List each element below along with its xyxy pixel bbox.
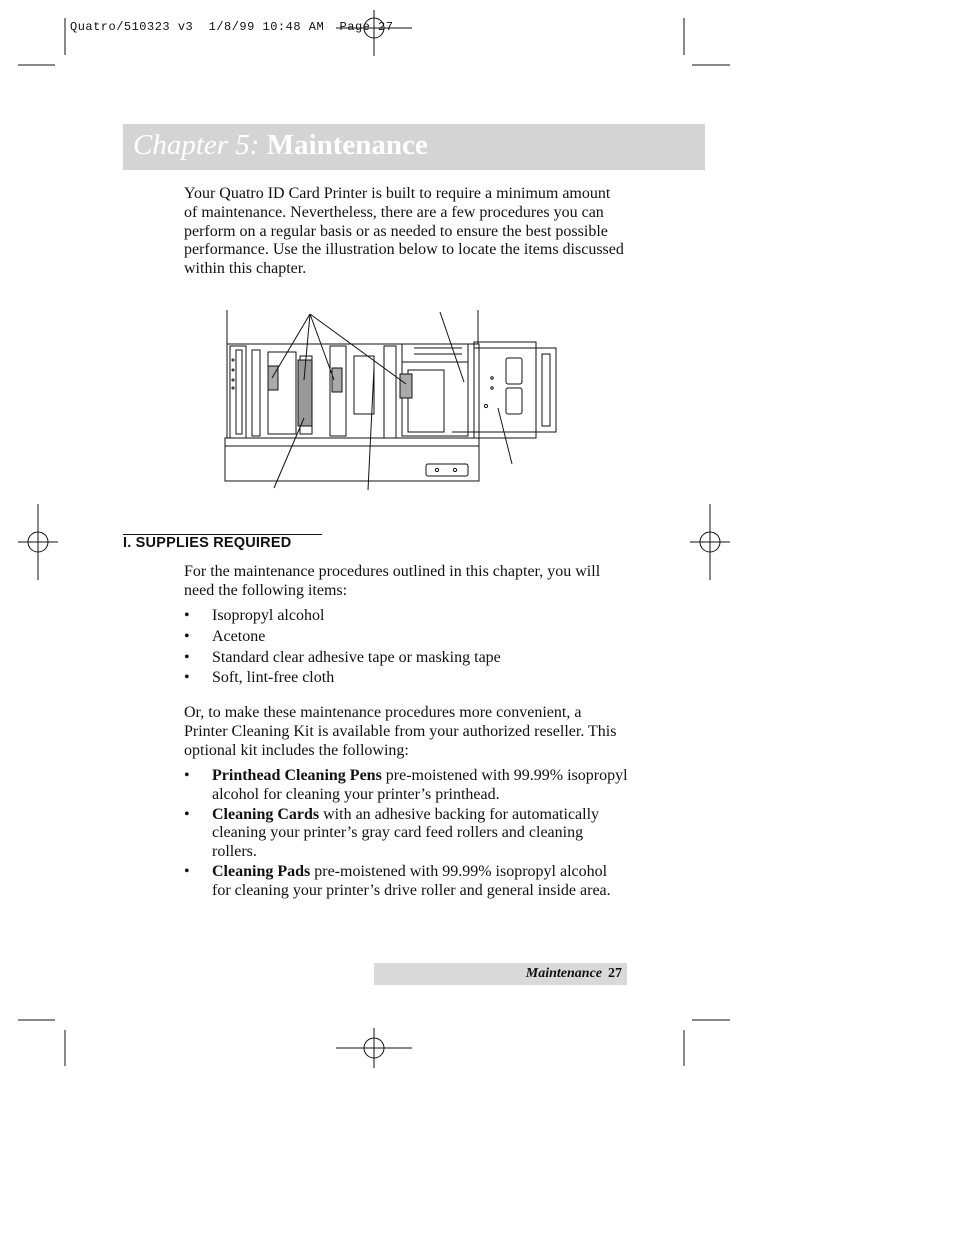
bullet-icon: • — [184, 805, 190, 823]
kit-item-name: Printhead Cleaning Pens — [212, 767, 382, 784]
supply-item-text: Soft, lint-free cloth — [212, 669, 335, 687]
list-item — [184, 628, 624, 647]
printer-illustration — [224, 308, 560, 492]
list-item — [184, 767, 628, 805]
bullet-icon: • — [184, 862, 190, 880]
kit-item-desc: pre-moistened with 99.99% isopropyl alcohol for cleaning your printer’s drive roller and general inside area. — [212, 862, 611, 899]
supply-item-text: Standard clear adhesive tape or masking tape — [212, 648, 501, 666]
kit-item-name: Cleaning Pads — [212, 862, 311, 880]
page-number: 27 — [608, 966, 622, 981]
kit-item-desc: pre-moistened with 99.99% isopropyl alcohol for cleaning your printer’s printhead. — [212, 767, 628, 803]
print-slug: Quatro/510323 v3 1/8/99 10:48 AM Page 27 — [70, 20, 394, 34]
bullet-icon: • — [184, 767, 190, 784]
bullet-icon: • — [184, 648, 190, 666]
supplies-list — [184, 607, 624, 690]
list-item — [184, 806, 628, 862]
kit-item-desc: with an adhesive backing for automatically cleaning your printer’s gray card feed rollers and cleaning rollers. — [212, 805, 600, 861]
chapter-name: Maintenance — [266, 129, 428, 161]
supplies-lead: For the maintenance procedures outlined in this chapter, you will need the following items: — [184, 563, 601, 599]
bullet-icon: • — [184, 627, 190, 645]
bullet-icon: • — [184, 607, 190, 624]
footer-label: Maintenance — [525, 966, 602, 981]
list-item — [184, 669, 624, 688]
chapter-label: Chapter 5: — [133, 129, 260, 161]
bullet-icon: • — [184, 669, 190, 687]
chapter-title — [133, 126, 428, 164]
section-heading: I. SUPPLIES REQUIRED — [123, 535, 292, 551]
intro-paragraph: Your Quatro ID Card Printer is built to require a minimum amount of maintenance. Nevertheless, there are a few procedures you can perform on a regular basis or as needed to ensure the best possible performance. Use the illustration below to locate the items discussed within this chapter. — [184, 185, 624, 278]
list-item — [184, 607, 624, 626]
supply-item-text: Isopropyl alcohol — [212, 607, 325, 624]
cleaning-kit-list — [184, 767, 628, 902]
supply-item-text: Acetone — [212, 627, 266, 645]
cleaning-kit-intro: Or, to make these maintenance procedures more convenient, a Printer Cleaning Kit is available from your authorized reseller. This optional kit includes the following: — [184, 704, 617, 759]
page-footer — [374, 963, 622, 985]
list-item — [184, 649, 624, 668]
list-item — [184, 863, 628, 901]
kit-item-name: Cleaning Cards — [212, 805, 320, 823]
